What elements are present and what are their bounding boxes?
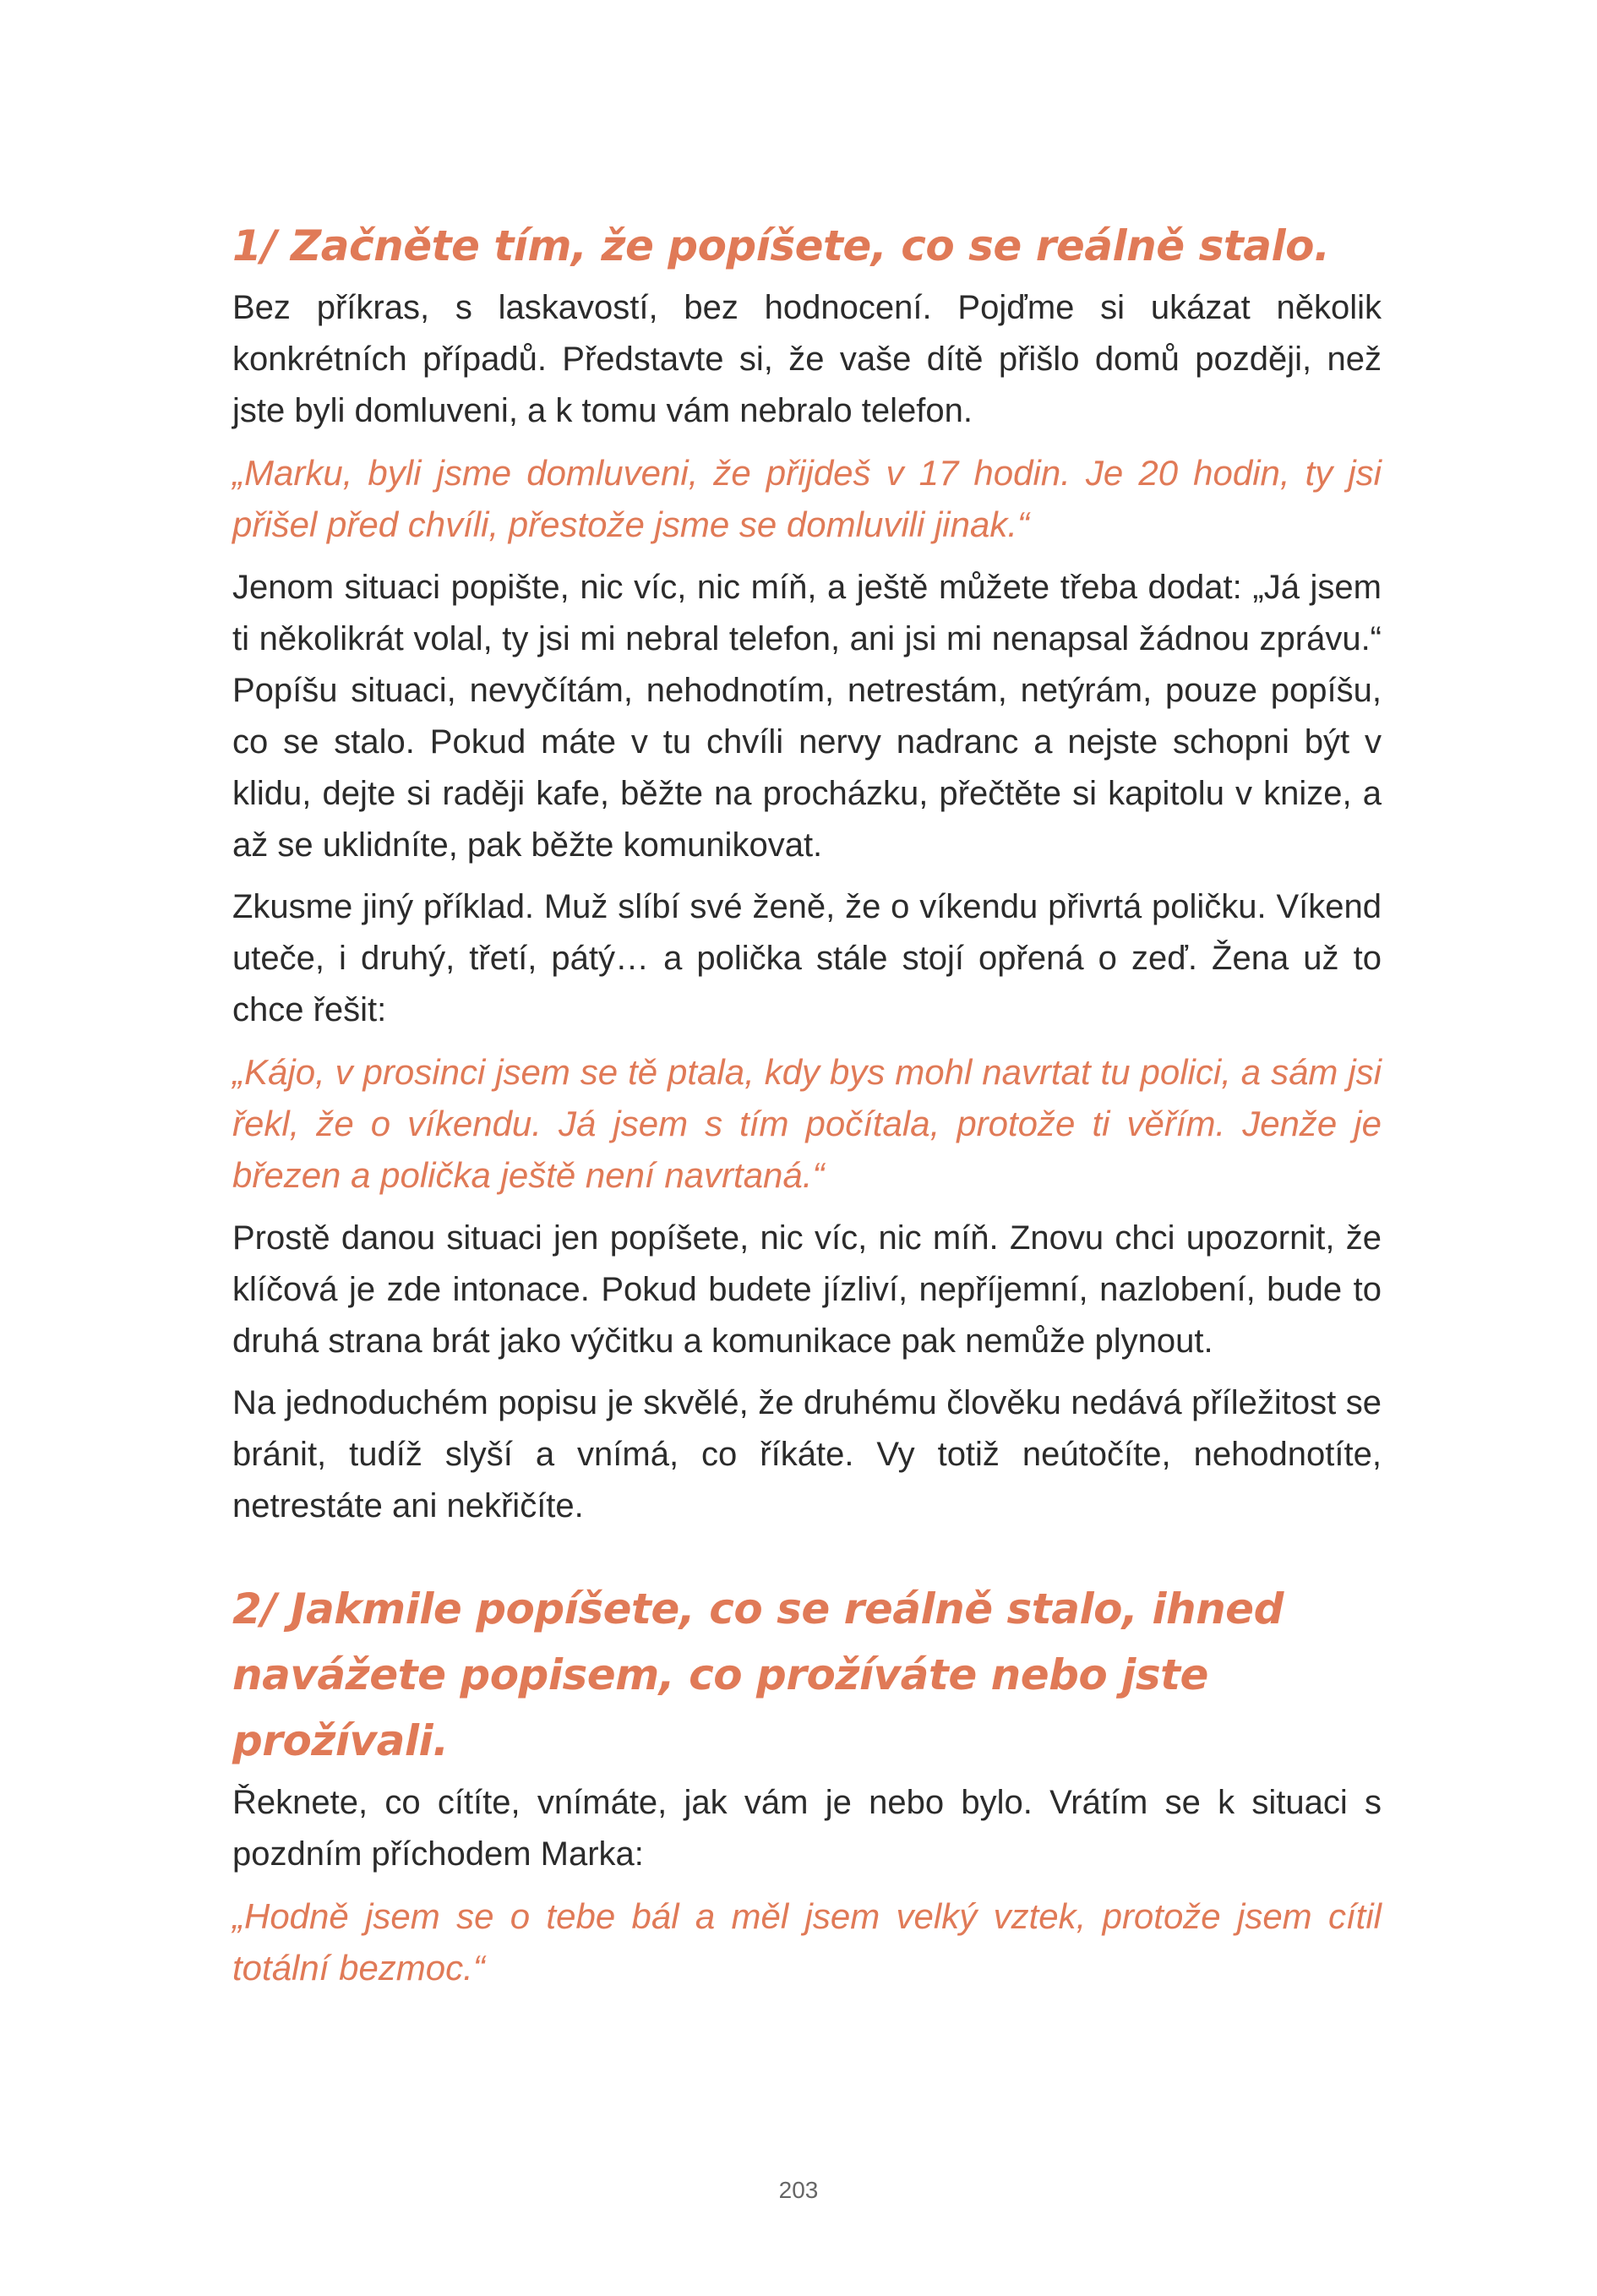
- section-1-paragraph-3: Zkusme jiný příklad. Muž slíbí své ženě, že o víkendu přivrtá poličku. Víkend uteče, i druhý, třetí, pátý… a polička stále stojí opřená o zeď. Žena už to chce řešit:: [232, 888, 1382, 1028]
- section-1-paragraph-1: Bez příkras, s laskavostí, bez hodnocení. Pojďme si ukázat několik konkrétních případů. Představte si, že vaše dítě přišlo domů později, než jste byli domluveni, a k tomu vám nebralo telefon.: [232, 289, 1382, 429]
- section-1-paragraph-2: Jenom situaci popište, nic víc, nic míň, a ještě můžete třeba dodat: „Já jsem ti několikrát volal, ty jsi mi nebral telefon, ani jsi mi nenapsal žádnou zprávu.“ Popíšu situaci, nevyčítám, nehodnotím, netrestám, netýrám, pouze popíšu, co se stalo. Pokud máte v tu chvíli nervy nadranc a nejste schopni být v klidu, dejte si raději kafe, běžte na procházku, přečtěte si kapitolu v knize, a až se uklidníte, pak běžte komunikovat.: [232, 569, 1382, 864]
- section-1-quote-2: „Kájo, v prosinci jsem se tě ptala, kdy bys mohl navrtat tu polici, a sám jsi řekl, že o víkendu. Já jsem s tím počítala, protože ti věřím. Jenže je březen a polička ještě není navrtaná.“: [232, 1052, 1382, 1195]
- section-1-quote-1: „Marku, byli jsme domluveni, že přijdeš v 17 hodin. Je 20 hodin, ty jsi přišel před chvíli, přestože jsme se domluvili jinak.“: [232, 453, 1382, 544]
- section-1-heading: 1/ Začněte tím, že popíšete, co se reálně stalo.: [232, 221, 1330, 270]
- section-1-paragraph-5: Na jednoduchém popisu je skvělé, že druhému člověku nedává příležitost se bránit, tudíž slyší a vnímá, co říkáte. Vy totiž neútočíte, nehodnotíte, netrestáte ani nekřičíte.: [232, 1384, 1382, 1524]
- page-content: [232, 213, 1382, 2005]
- section-2-heading: 2/ Jakmile popíšete, co se reálně stalo, ihned navážete popisem, co prožíváte nebo jste prožívali.: [232, 1584, 1284, 1765]
- section-2-quote-1: „Hodně jsem se o tebe bál a měl jsem velký vztek, protože jsem cítil totální bezmoc.“: [232, 1896, 1382, 1988]
- section-1-paragraph-4: Prostě danou situaci jen popíšete, nic víc, nic míň. Znovu chci upozornit, že klíčová je zde intonace. Pokud budete jízliví, nepříjemní, nazlobení, bude to druhá strana brát jako výčitku a komunikace pak nemůže plynout.: [232, 1219, 1382, 1360]
- section-2-paragraph-1: Řeknete, co cítíte, vnímáte, jak vám je nebo bylo. Vrátím se k situaci s pozdním příchodem Marka:: [232, 1784, 1382, 1873]
- page-number: 203: [778, 2177, 819, 2203]
